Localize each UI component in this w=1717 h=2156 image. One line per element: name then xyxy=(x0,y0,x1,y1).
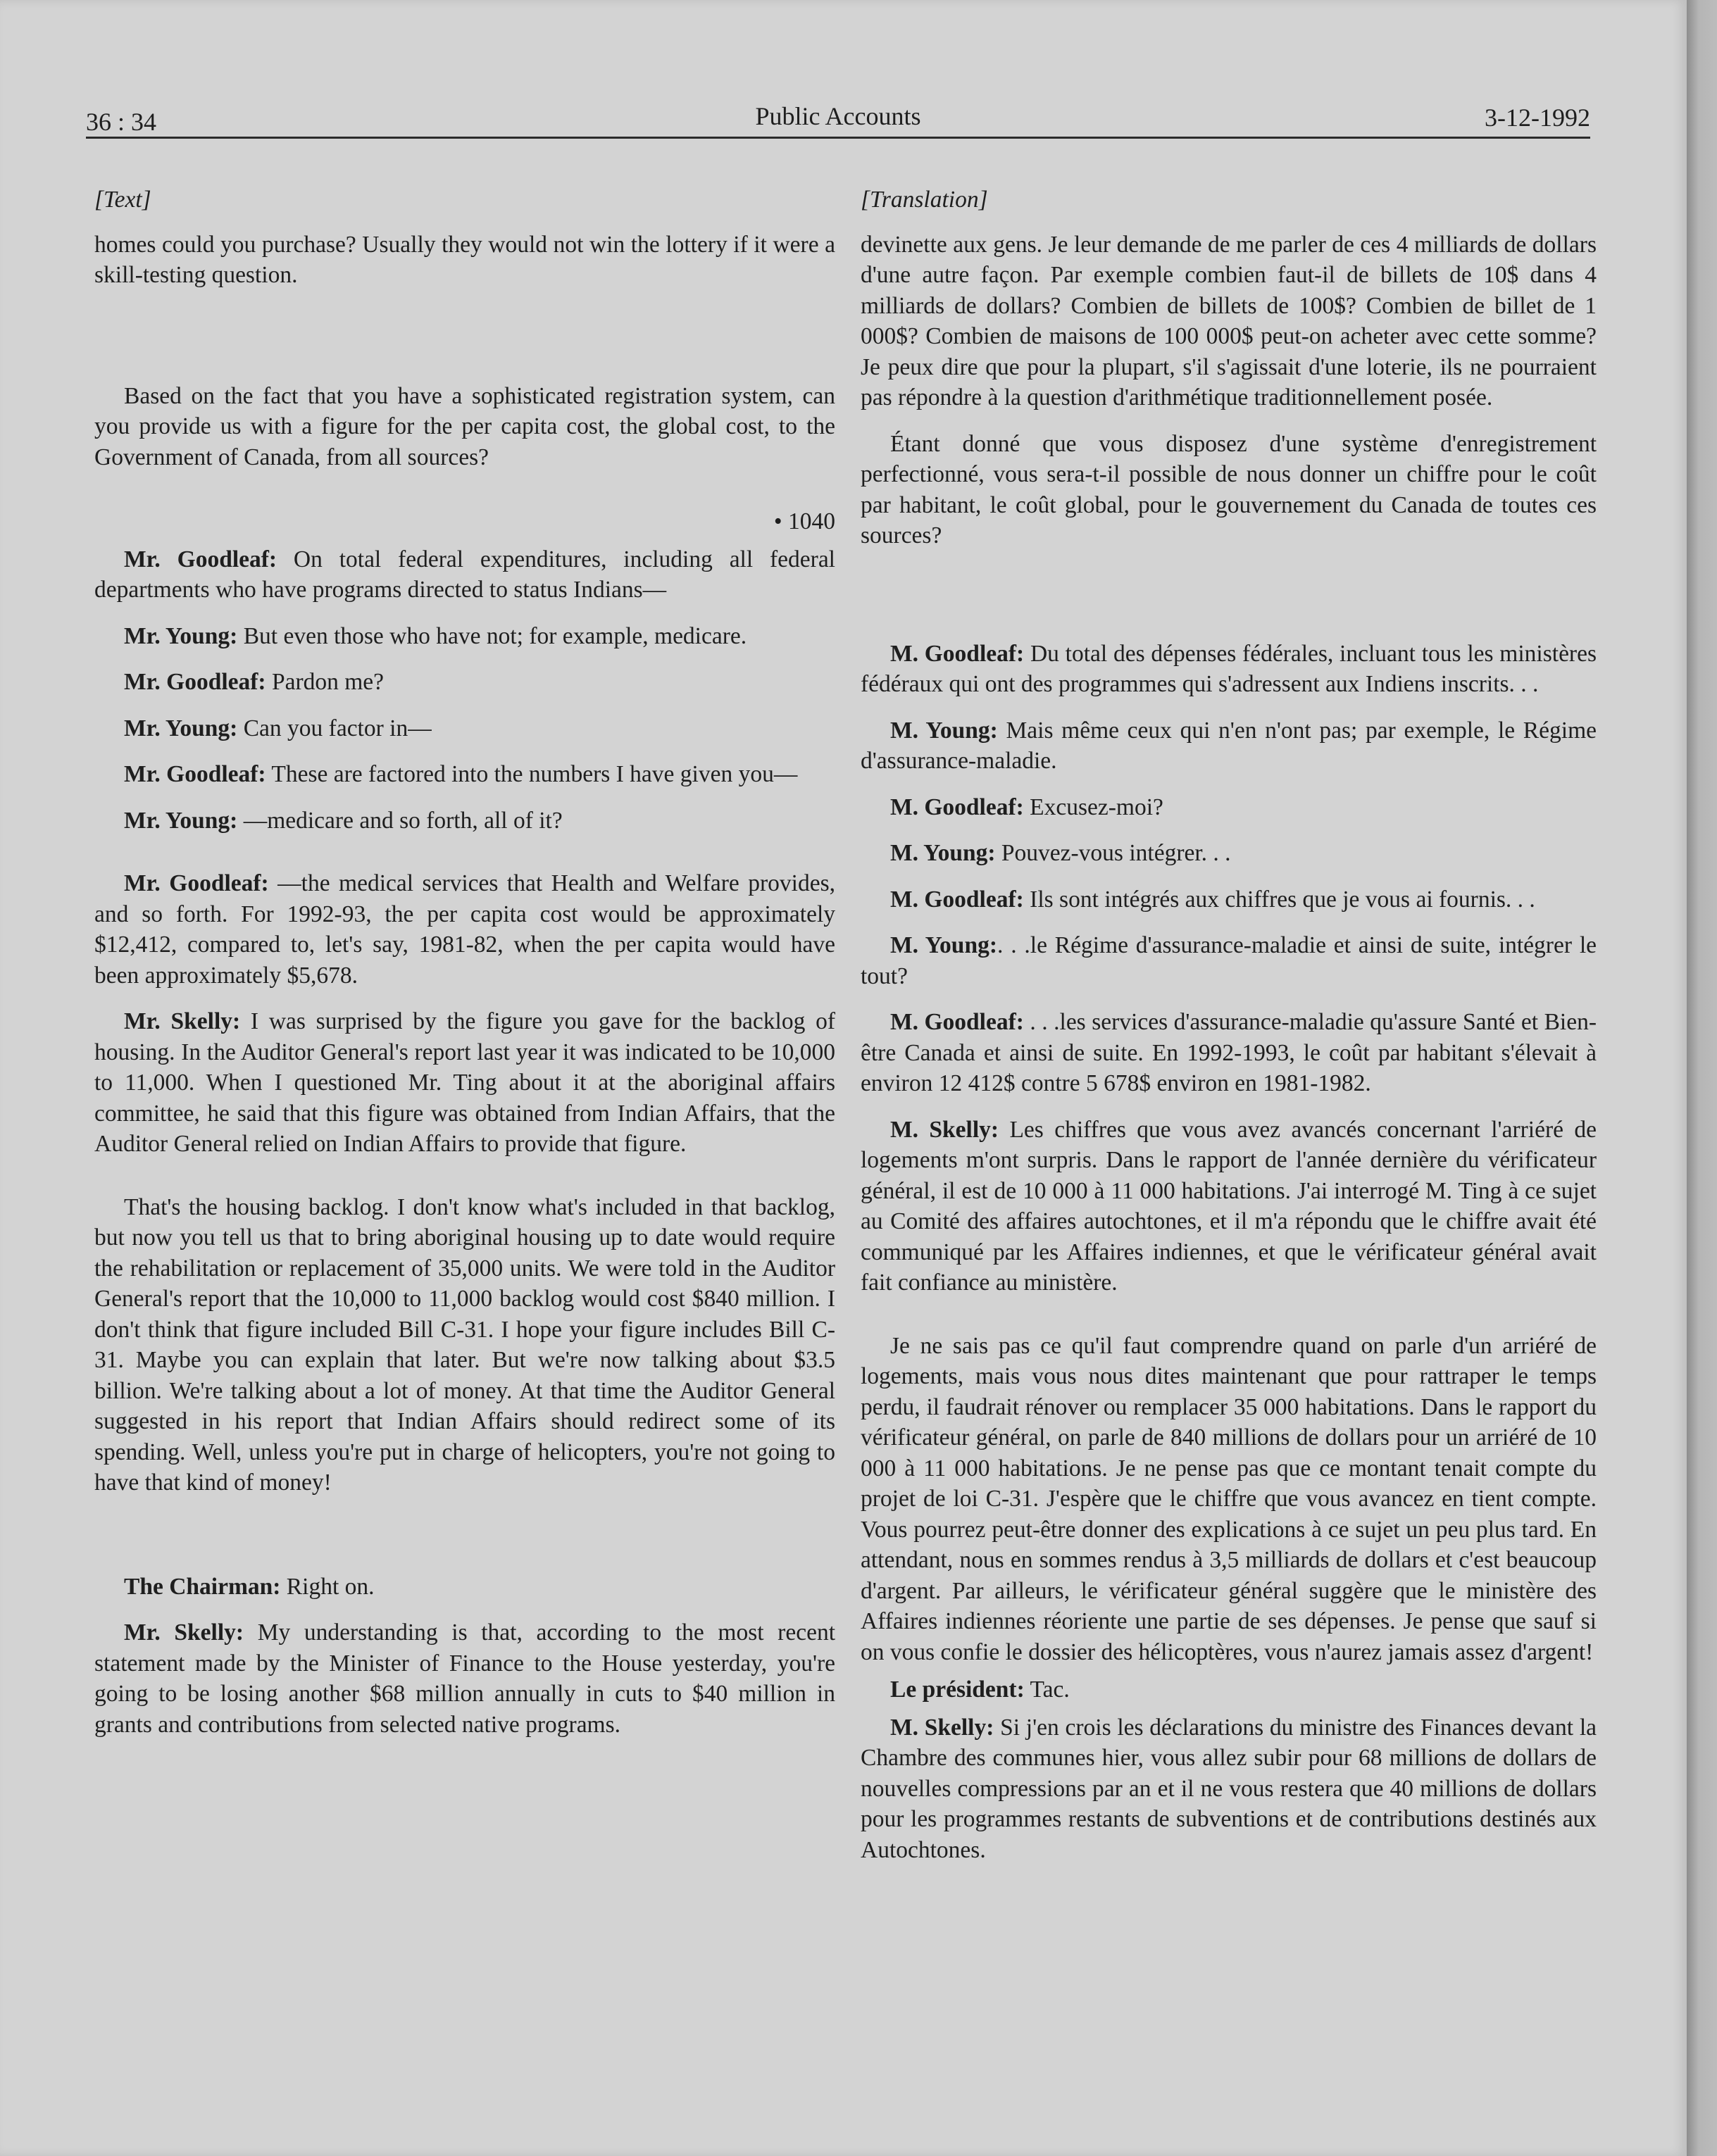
speaker-name: Mr. Skelly: xyxy=(124,1008,241,1034)
speaker-name: M. Goodleaf: xyxy=(890,1009,1024,1035)
statement-text: Les chiffres que vous avez avancés concernant l'arriéré de logements m'ont surpris. Dans le rapport de l'année dernière du vérificateur général, il est de 10 000 à 11 000 habitations. J'ai interrogé M. Ting à ce sujet au Comité des affaires autochtones, et il m'a répondu que le chiffre avait été communiqué par les Affaires indiennes, et que le vérificateur général avait fait confiance au ministère. xyxy=(861,1116,1597,1296)
english-paragraph: Based on the fact that you have a sophisticated registration system, can you provide us with a figure for the per capita cost, the global cost, to the Government of Canada, from all sources? xyxy=(94,382,835,470)
french-statement xyxy=(861,639,1597,700)
statement-text: Pouvez-vous intégrer. . . xyxy=(995,840,1231,866)
page-number: 36 : 34 xyxy=(86,108,157,136)
french-statement xyxy=(861,930,1597,991)
statement-text: Pardon me? xyxy=(266,669,385,695)
speaker-name: Mr. Goodleaf: xyxy=(124,761,266,787)
speaker-name: M. Goodleaf: xyxy=(890,794,1024,820)
english-statement xyxy=(94,713,835,744)
statement-text: On total federal expenditures, including all federal departments who have programs directed to status Indians— xyxy=(94,546,835,603)
french-statement xyxy=(861,838,1597,869)
french-statement xyxy=(861,1712,1597,1866)
french-statement xyxy=(861,1007,1597,1099)
speaker-name: M. Skelly: xyxy=(890,1116,999,1143)
french-statement xyxy=(861,884,1597,915)
english-statement xyxy=(94,1572,835,1603)
english-statement xyxy=(94,1617,835,1740)
english-statement xyxy=(94,667,835,698)
speaker-name: M. Goodleaf: xyxy=(890,640,1025,667)
english-paragraph: That's the housing backlog. I don't know what's included in that backlog, but now you tell us that to bring aboriginal housing up to date would require the rehabilitation or replacement of 35,000 units. We were told in the Auditor General's report that the 10,000 to 11,000 backlog would cost $840 million. I don't think that figure included Bill C-31. I hope your figure includes Bill C-31. Maybe you can explain that later. But we're now talking about $3.5 billion. We're talking about a lot of money. At that time the Auditor General suggested in his report that Indian Affairs should redirect some of its spending. Well, unless you're put in charge of helicopters, you're not going to have that kind of money! xyxy=(94,1193,835,1496)
english-statement xyxy=(94,759,835,790)
speaker-name: Mr. Young: xyxy=(124,622,238,649)
speaker-name: M. Young: xyxy=(890,717,998,744)
page-header xyxy=(86,99,1590,141)
header-date: 3-12-1992 xyxy=(1485,104,1590,132)
statement-text: —medicare and so forth, all of it? xyxy=(237,807,563,834)
statement-text: —the medical services that Health and Welfare provides, and so forth. For 1992-93, the per capita cost would be approximately $12,412, compared to, let's say, 1981-82, when the per capita would have been approximately $5,678. xyxy=(94,870,835,989)
french-paragraph: Je ne sais pas ce qu'il faut comprendre quand on parle d'un arriéré de logements, mais vous nous dites maintenant que pour rattraper le temps perdu, il faudrait rénover ou remplacer 35 000 habitations. Dans le rapport du vérificateur général, on parle de 840 millions de dollars pour un arriéré de 10 000 à 11 000 habitations. Je ne pense pas que ce montant tenait compte du projet de loi C-31. J'espère que le chiffre que vous avancez en tient compte. Vous pourrez peut-être donner des explications à ce sujet un peu plus tard. En attendant, nous en sommes rendus à 3,5 milliards de dollars et c'est beaucoup d'argent. Par ailleurs, le vérificateur général suggère que le ministère des Affaires indiennes réoriente une partie de ses dépenses. Je pense que sauf si on vous confie le dossier des hélicoptères, vous n'aurez jamais assez d'argent! xyxy=(861,1332,1597,1665)
statement-text: Can you factor in— xyxy=(237,715,432,741)
speaker-name: Le président: xyxy=(890,1676,1025,1703)
french-paragraph: Étant donné que vous disposez d'une système d'enregistrement perfectionné, vous sera-t-il possible de nous donner un chiffre pour le coût par habitant, le coût global, pour le gouvernement du Canada de toutes ces sources? xyxy=(861,430,1597,549)
statement-text: These are factored into the numbers I have given you— xyxy=(266,761,798,787)
statement-text: Ils sont intégrés aux chiffres que je vous ai fournis. . . xyxy=(1023,886,1535,913)
speaker-name: Mr. Goodleaf: xyxy=(124,546,277,572)
french-statement xyxy=(861,792,1597,823)
speaker-name: Mr. Goodleaf: xyxy=(124,870,269,896)
speaker-name: The Chairman: xyxy=(124,1573,281,1600)
french-statement xyxy=(861,1115,1597,1298)
speaker-name: M. Skelly: xyxy=(890,1714,994,1741)
speaker-name: M. Young: xyxy=(890,840,996,866)
english-statement xyxy=(94,868,835,991)
running-title: Public Accounts xyxy=(755,102,921,130)
french-statement xyxy=(861,715,1597,777)
english-statement xyxy=(94,806,835,836)
english-statement xyxy=(94,1006,835,1160)
statement-text: Right on. xyxy=(280,1573,375,1600)
statement-text: . . .les services d'assurance-maladie qu'assure Santé et Bien-être Canada et ainsi de suite. En 1992-1993, le coût par habitant s'élevait à environ 12 412$ contre 5 678$ environ en 1981-1982. xyxy=(861,1009,1597,1096)
page-edge-shadow xyxy=(1687,0,1717,2156)
statement-text: My understanding is that, according to the most recent statement made by the Minister of Finance to the House yesterday, you're going to be losing another $68 million annually in cuts to $40 million in grants and contributions from selected native programs. xyxy=(94,1619,835,1738)
speaker-name: Mr. Skelly: xyxy=(124,1619,244,1646)
statement-text: Tac. xyxy=(1024,1676,1070,1703)
english-statement xyxy=(94,544,835,606)
speaker-name: Mr. Young: xyxy=(124,807,238,834)
statement-text: But even those who have not; for example, medicare. xyxy=(237,622,747,649)
time-marker: • 1040 xyxy=(773,508,835,534)
speaker-name: M. Young: xyxy=(890,932,997,958)
statement-text: I was surprised by the figure you gave for the backlog of housing. In the Auditor General's report last year it was indicated to be 10,000 to 11,000. When I questioned Mr. Ting about it at the aboriginal affairs committee, he said that this figure was obtained from Indian Affairs, that the Auditor General relied on Indian Affairs to provide that figure. xyxy=(94,1008,835,1157)
statement-text: Mais même ceux qui n'en n'ont pas; par exemple, le Régime d'assurance-maladie. xyxy=(861,717,1597,774)
french-language-label: [Translation] xyxy=(861,187,988,213)
statement-text: Excusez-moi? xyxy=(1023,794,1163,820)
english-language-label: [Text] xyxy=(94,187,151,213)
french-paragraph: devinette aux gens. Je leur demande de me parler de ces 4 milliards de dollars d'une autre façon. Par exemple combien faut-il de billets de 10$ dans 4 milliards de dollars? Combien de billets de 100$? Combien de billet de 1 000$? Combien de maisons de 100 000$ peut-on acheter avec cette somme? Je peux dire que pour la plupart, s'il s'agissait d'une loterie, ils ne pourraient pas répondre à la question d'arithmétique traditionnellement posée. xyxy=(861,231,1597,410)
statement-text: . . .le Régime d'assurance-maladie et ainsi de suite, intégrer le tout? xyxy=(861,932,1597,989)
speaker-name: Mr. Young: xyxy=(124,715,238,741)
speaker-name: Mr. Goodleaf: xyxy=(124,669,266,695)
statement-text: Du total des dépenses fédérales, incluant tous les ministères fédéraux qui ont des programmes qui s'adressent aux Indiens inscrits. . . xyxy=(861,640,1597,697)
statement-text: Si j'en crois les déclarations du ministre des Finances devant la Chambre des communes hier, vous allez subir pour 68 millions de dollars de nouvelles compressions par an et il ne vous restera que 40 millions de dollars pour les programmes restants de subventions et de contributions destinés aux Autochtones. xyxy=(861,1714,1597,1863)
speaker-name: M. Goodleaf: xyxy=(890,886,1024,913)
header-rule xyxy=(86,137,1590,139)
english-paragraph: homes could you purchase? Usually they would not win the lottery if it were a skill-testing question. xyxy=(94,231,835,288)
english-column xyxy=(94,184,835,1740)
french-statement xyxy=(861,1674,1597,1705)
french-column xyxy=(861,184,1597,1865)
english-statement xyxy=(94,621,835,652)
